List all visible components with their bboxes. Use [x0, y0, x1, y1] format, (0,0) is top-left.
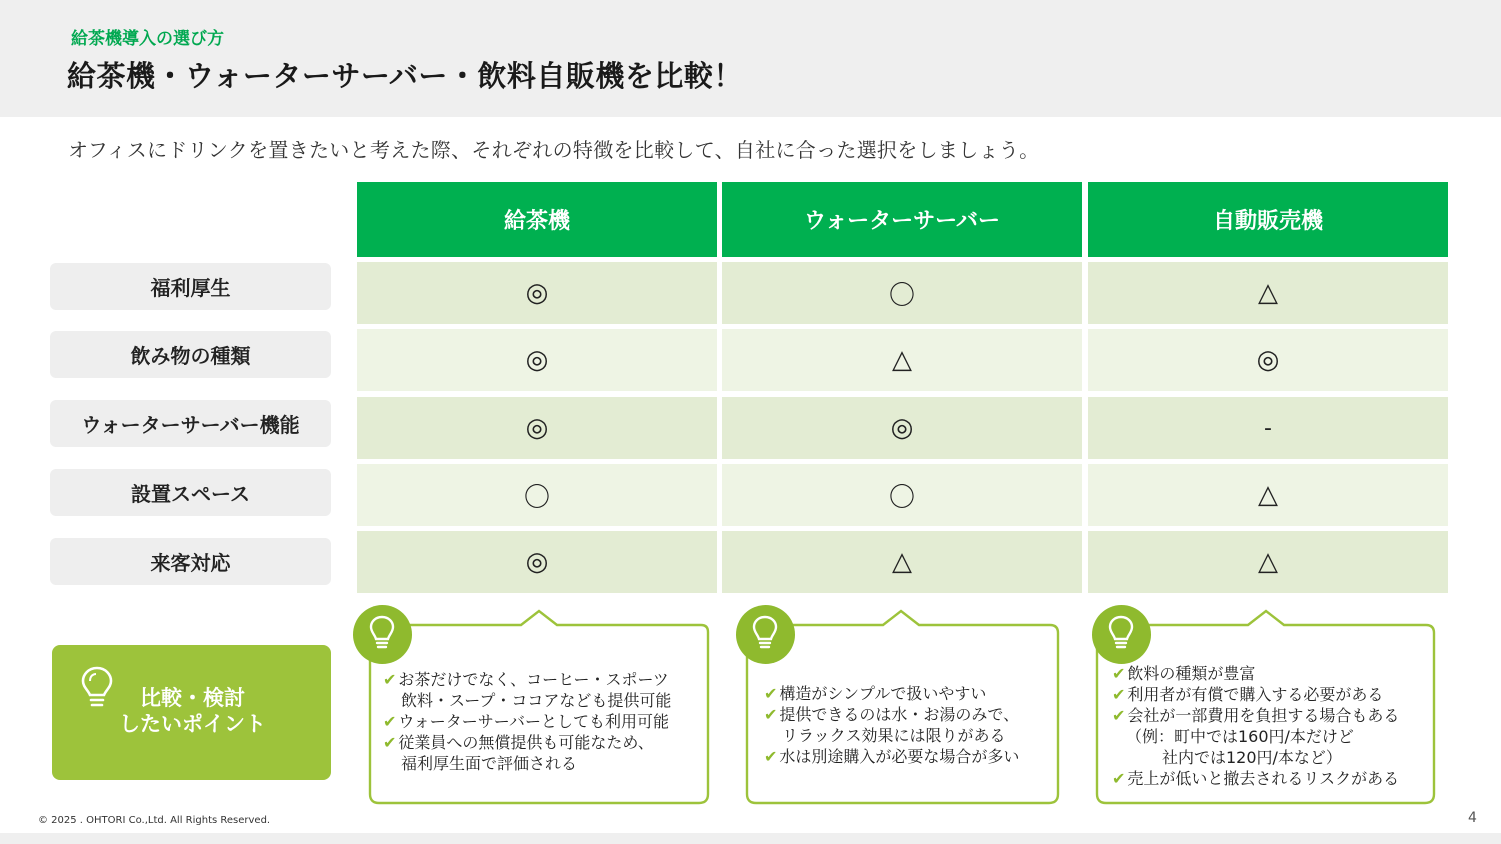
list-item: ✔ 会社が一部費用を負担する場合もある — [1112, 706, 1400, 725]
row-label-welfare: 福利厚生 — [50, 263, 331, 310]
header-band — [0, 0, 1501, 117]
table-cell: 〇 — [357, 464, 717, 526]
point-bubble-tea-machine — [353, 604, 713, 806]
list-item: ✔ 構造がシンプルで扱いやすい — [764, 684, 987, 703]
check-icon: ✔ — [764, 747, 778, 766]
lead-text: オフィスにドリンクを置きたいと考えた際、それぞれの特徴を比較して、自社に合った選択をしましょう。 — [68, 138, 1040, 162]
table-cell: △ — [722, 531, 1082, 593]
table-cell: 〇 — [722, 464, 1082, 526]
table-cell: ◎ — [722, 397, 1082, 459]
table-cell: ◎ — [357, 329, 717, 391]
lightbulb-icon — [751, 615, 779, 653]
list-item: ✔ 提供できるのは水・お湯のみで、 — [764, 705, 1020, 724]
bubble-badge — [353, 605, 412, 664]
lightbulb-icon — [1107, 615, 1135, 653]
check-icon: ✔ — [1112, 664, 1126, 683]
point-bubble-vending-machine — [1092, 604, 1440, 806]
table-cell: △ — [1088, 464, 1448, 526]
bubble-badge — [736, 605, 795, 664]
list-item: 福利厚生面で評価される — [401, 754, 578, 773]
check-icon: ✔ — [1112, 706, 1126, 725]
page-title: 給茶機・ウォーターサーバー・飲料自販機を比較！ — [67, 59, 743, 93]
bubble-list — [383, 669, 671, 774]
table-cell: 〇 — [722, 262, 1082, 324]
points-label-line1: 比較・検討 — [140, 686, 245, 710]
lightbulb-icon — [368, 615, 396, 653]
list-item: ✔ 飲料の種類が豊富 — [1112, 664, 1256, 683]
list-item: 飲料・スープ・ココアなども提供可能 — [401, 691, 672, 710]
check-icon: ✔ — [383, 733, 397, 752]
table-cell: △ — [1088, 262, 1448, 324]
table-cell: ◎ — [357, 531, 717, 593]
list-item: 社内では120円/本など） — [1162, 748, 1342, 767]
list-item: ✔ ウォーターサーバーとしても利用可能 — [383, 712, 669, 731]
table-cell: ◎ — [357, 262, 717, 324]
check-icon: ✔ — [383, 712, 397, 731]
point-bubble-water-server — [736, 604, 1064, 806]
bubble-list — [764, 683, 1019, 767]
check-icon: ✔ — [764, 705, 778, 724]
list-item: ✔ 水は別途購入が必要な場合が多い — [764, 747, 1020, 766]
list-item: ✔ 従業員への無償提供も可能なため、 — [383, 733, 654, 752]
check-icon: ✔ — [383, 670, 397, 689]
row-label-water-server-function: ウォーターサーバー機能 — [50, 400, 331, 447]
footer-band — [0, 833, 1501, 844]
list-item: ✔ 利用者が有償で購入する必要がある — [1112, 685, 1384, 704]
points-label-line2: したいポイント — [119, 712, 266, 736]
check-icon: ✔ — [1112, 685, 1126, 704]
bubble-list — [1112, 663, 1399, 789]
list-item: （例：町中では160円/本だけど — [1126, 727, 1354, 746]
check-icon: ✔ — [764, 684, 778, 703]
table-cell: - — [1088, 397, 1448, 459]
table-cell: △ — [1088, 531, 1448, 593]
column-header-water-server: ウォーターサーバー — [722, 182, 1082, 257]
list-item: ✔ お茶だけでなく、コーヒー・スポーツ — [383, 670, 669, 689]
comparison-points-label — [52, 645, 331, 780]
column-header-vending-machine: 自動販売機 — [1088, 182, 1448, 257]
row-label-drink-variety: 飲み物の種類 — [50, 331, 331, 378]
copyright-text: © 2025 . OHTORI Co.,Ltd. All Rights Reserved. — [38, 815, 271, 826]
column-header-tea-machine: 給茶機 — [357, 182, 717, 257]
bubble-badge — [1092, 605, 1151, 664]
lightbulb-icon — [80, 665, 114, 711]
check-icon: ✔ — [1112, 769, 1126, 788]
row-label-install-space: 設置スペース — [50, 469, 331, 516]
table-cell: ◎ — [357, 397, 717, 459]
table-cell: △ — [722, 329, 1082, 391]
table-cell: ◎ — [1088, 329, 1448, 391]
row-label-visitor-service: 来客対応 — [50, 538, 331, 585]
list-item: ✔ 売上が低いと撤去されるリスクがある — [1112, 769, 1400, 788]
section-subtitle: 給茶機導入の選び方 — [71, 29, 224, 49]
page-number: 4 — [1468, 810, 1477, 826]
list-item: リラックス効果には限りがある — [782, 726, 1006, 745]
